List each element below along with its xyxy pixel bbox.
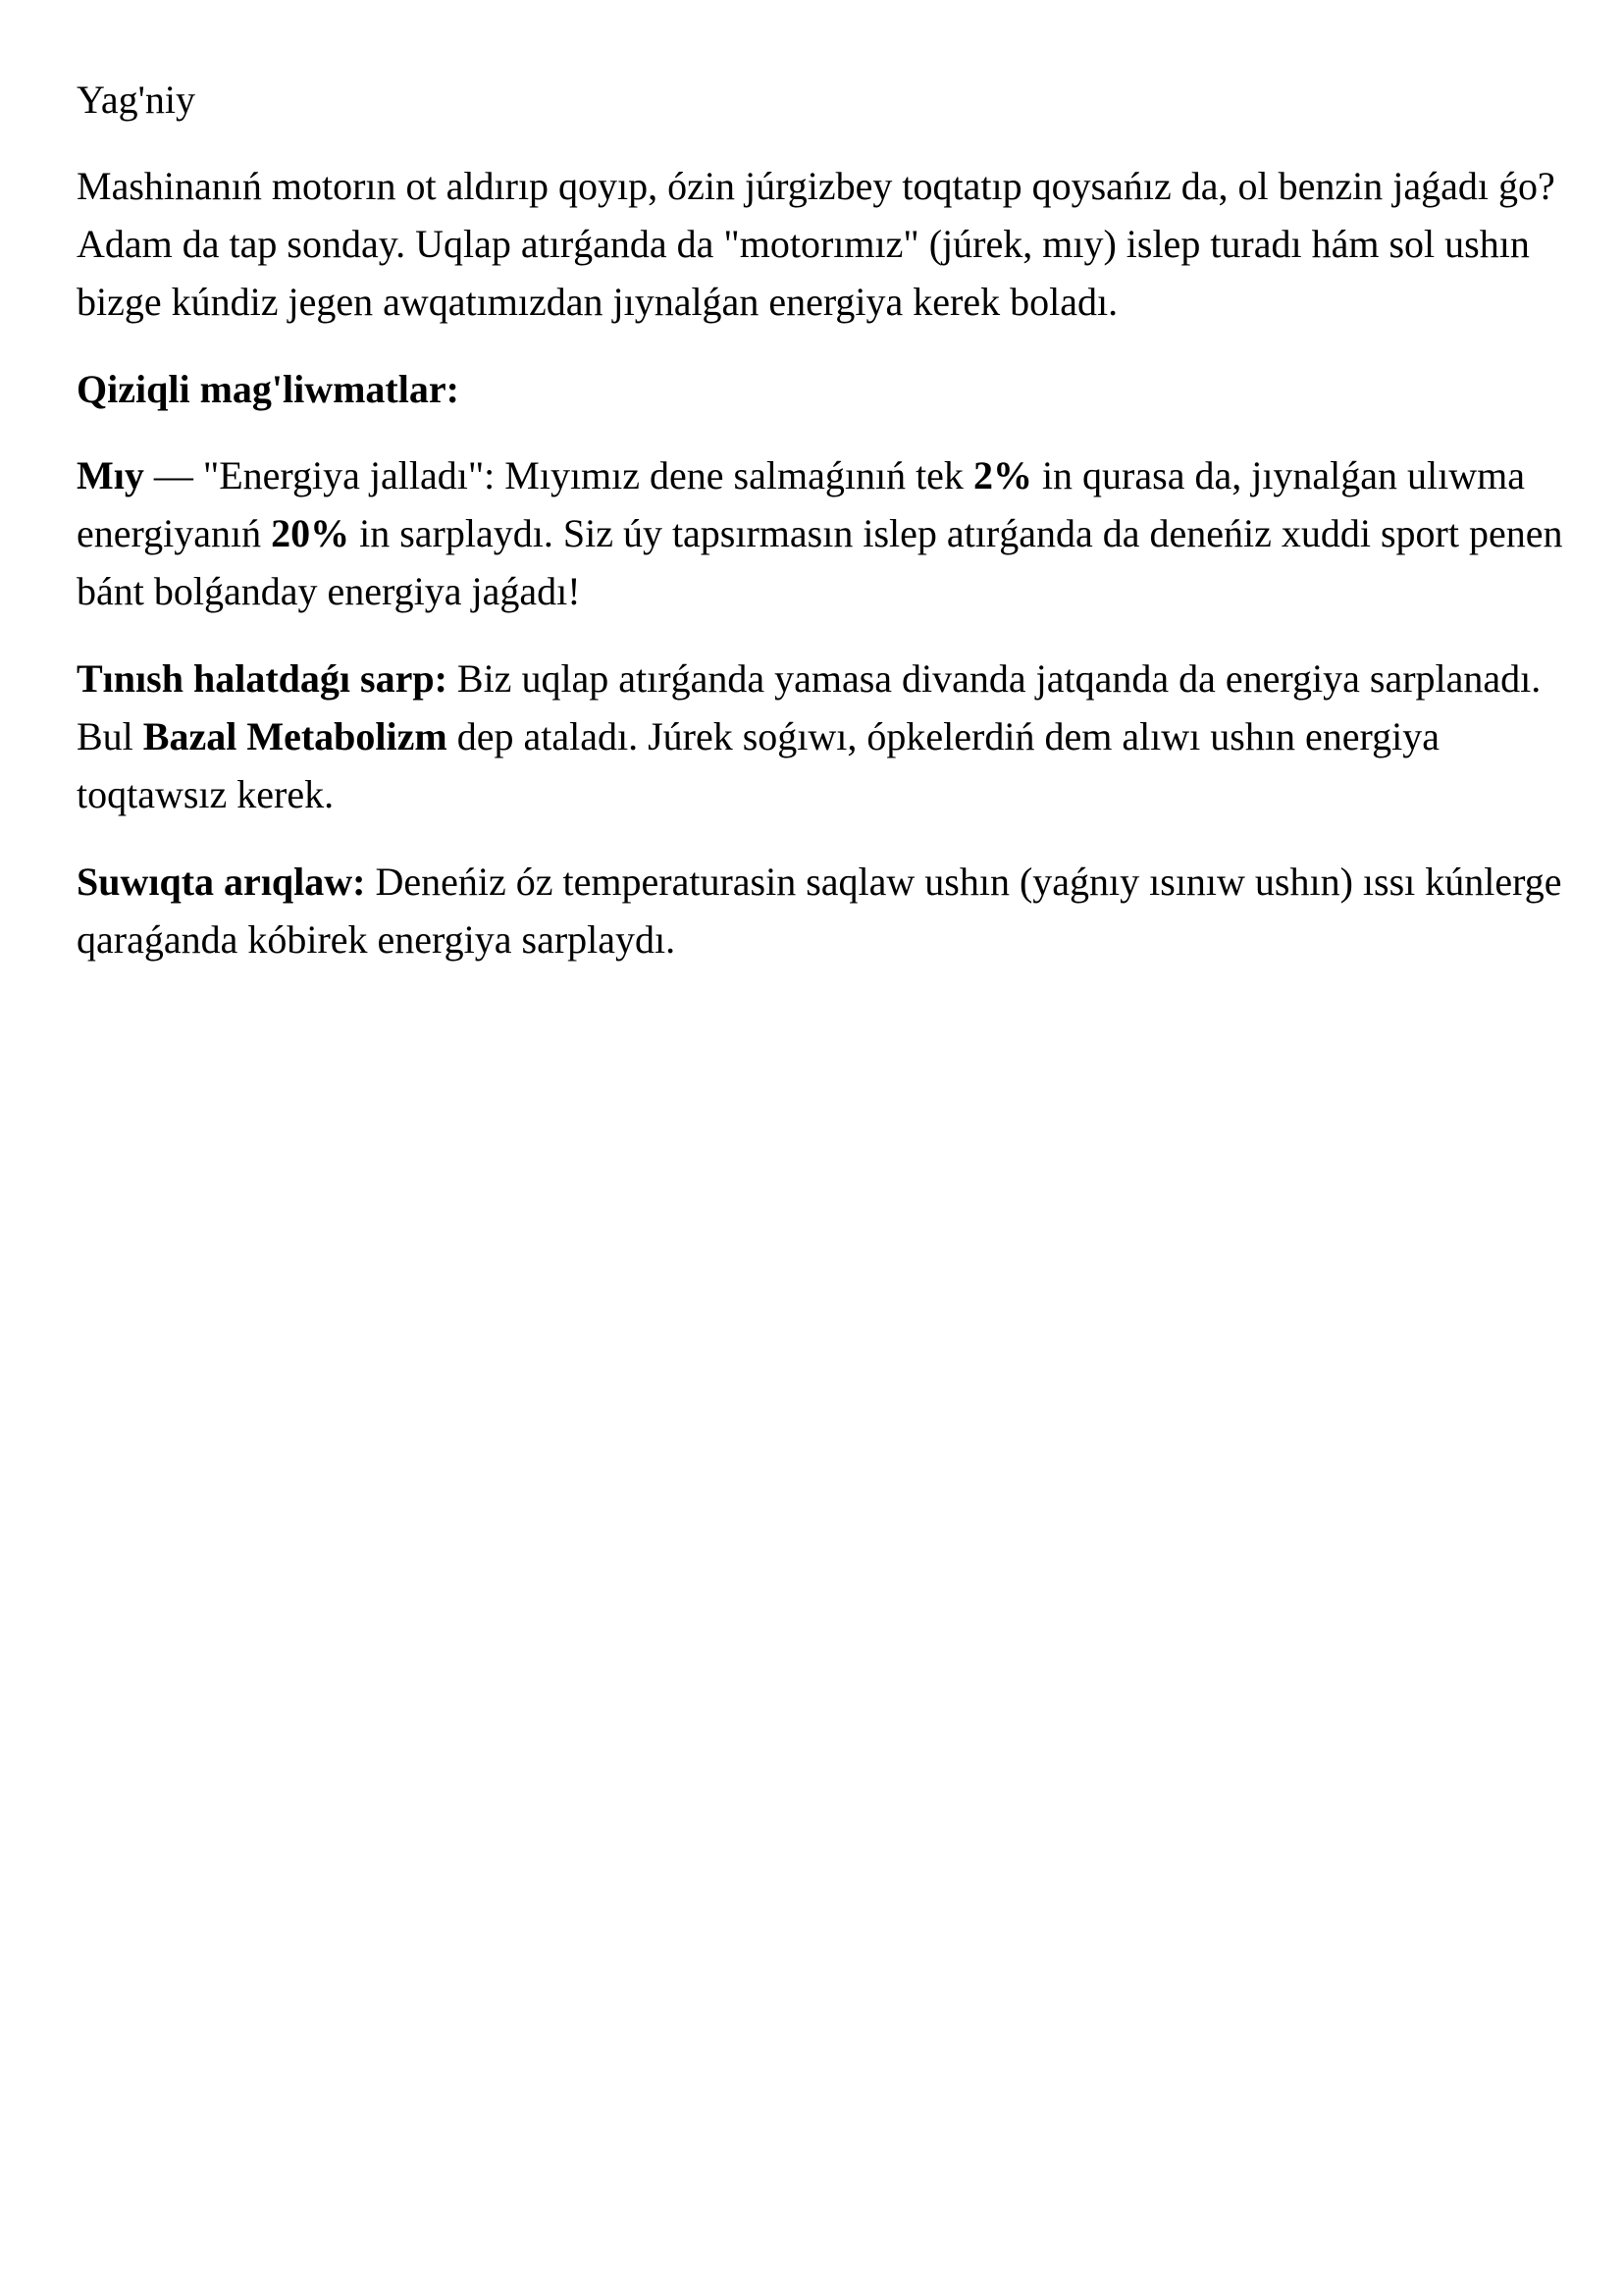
fact-brain-term: Mıy: [77, 453, 144, 497]
fact-brain-text-a: — "Energiya jalladı": Mıyımız dene salmaǵınıń tek: [143, 453, 973, 497]
section-heading: Qiziqli mag'liwmatlar:: [77, 367, 459, 411]
paragraph-engine-analogy: Mashinanıń motorın ot aldırıp qoyıp, ózin júrgizbey toqtatıp qoysańız da, ol benzin jaǵadı ǵo? Adam da tap sonday. Uqlap atırǵanda da "motorımız" (júrek, mıy) islep turadı hám sol ushın bizge kúndiz jegen awqatımızdan jıynalǵan energiya kerek boladı.: [77, 164, 1555, 324]
fact-brain-percent-mass: 2%: [972, 453, 1032, 497]
fact-cold: [77, 853, 1568, 968]
fact-brain: [77, 446, 1568, 620]
fact-brain-percent-energy: 20%: [271, 511, 350, 555]
fact-rest-text-b: dep ataladı. Júrek soǵıwı, ópkelerdiń dem alıwı ushın energiya toqtawsız kerek.: [77, 714, 1440, 816]
fact-brain-text-c: in sarplaydı. Siz úy tapsırmasın islep atırǵanda da deneńiz xuddi sport penen bánt bolǵanday energiya jaǵadı!: [77, 511, 1563, 613]
fact-cold-text-a: Deneńiz óz temperaturasin saqlaw ushın (yaǵnıy ısınıw ushın) ıssı kúnlerge qaraǵanda kóbirek energiya sarplaydı.: [77, 860, 1562, 962]
fact-cold-term: Suwıqta arıqlaw:: [77, 860, 366, 904]
document-page: [77, 71, 1568, 998]
fact-rest-term: Tınısh halatdaǵı sarp:: [77, 656, 447, 701]
fact-rest-bazal-metabolizm: Bazal Metabolizm: [142, 714, 447, 758]
intro-label: Yag'niy: [77, 78, 195, 122]
fact-brain-text-b: in qurasa da, jıynalǵan ulıwma energiyanıń: [77, 453, 1526, 555]
fact-rest: [77, 650, 1568, 823]
fact-rest-text-a: Biz uqlap atırǵanda yamasa divanda jatqanda da energiya sarplanadı. Bul: [77, 656, 1542, 758]
